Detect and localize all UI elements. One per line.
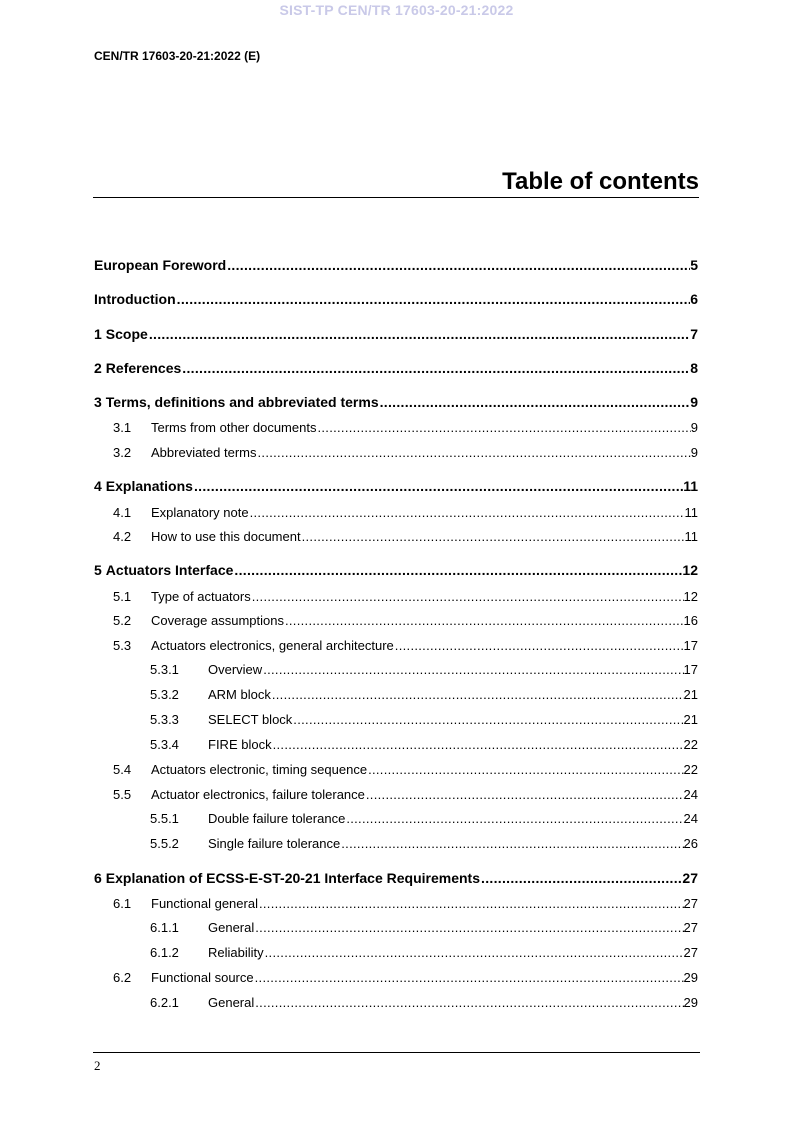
- toc-dot-leader: [317, 420, 690, 435]
- toc-entry-label: European Foreword: [94, 257, 227, 273]
- toc-entry-label: Functional source: [151, 970, 254, 985]
- toc-entry-label: Overview: [208, 662, 263, 677]
- toc-entry[interactable]: [113, 638, 698, 653]
- toc-entry-number: 6: [94, 870, 102, 886]
- toc-dot-leader: [255, 970, 684, 985]
- toc-dot-leader: [366, 787, 684, 802]
- toc-dot-leader: [252, 589, 684, 604]
- toc-entry[interactable]: [150, 737, 698, 752]
- toc-dot-leader: [273, 737, 684, 752]
- toc-entry-page: 11: [684, 505, 698, 520]
- toc-entry[interactable]: [94, 360, 698, 376]
- toc-dot-leader: [149, 326, 690, 342]
- toc-entry-page: 11: [683, 478, 698, 494]
- toc-entry-label: Actuators Interface: [105, 562, 234, 578]
- toc-entry-page: 26: [683, 836, 698, 851]
- toc-entry-number: 5.5.2: [150, 836, 179, 851]
- toc-entry-number: 1: [94, 326, 102, 342]
- toc-entry-number: 3.2: [113, 445, 132, 460]
- toc-dot-leader: [250, 505, 685, 520]
- toc-entry-label: SELECT block: [208, 712, 293, 727]
- toc-entry-number: 4.1: [113, 505, 132, 520]
- toc-entry-number: 4: [94, 478, 102, 494]
- footer-divider: [93, 1052, 700, 1053]
- toc-entry-label: Reliability: [208, 945, 264, 960]
- toc-entry-number: 5.3.1: [150, 662, 179, 677]
- toc-entry-label: Explanations: [105, 478, 193, 494]
- toc-entry-page: 9: [690, 394, 698, 410]
- toc-entry[interactable]: [94, 394, 698, 410]
- toc-dot-leader: [481, 870, 682, 886]
- toc-entry-page: 21: [683, 687, 698, 702]
- toc-dot-leader: [259, 896, 684, 911]
- toc-entry-number: 5.3.4: [150, 737, 179, 752]
- toc-entry[interactable]: [150, 712, 698, 727]
- toc-dot-leader: [255, 920, 683, 935]
- toc-entry-number: 3.1: [113, 420, 132, 435]
- toc-dot-leader: [368, 762, 683, 777]
- toc-entry-number: 5.3.3: [150, 712, 179, 727]
- toc-entry[interactable]: [150, 945, 698, 960]
- toc-entry-number: 5: [94, 562, 102, 578]
- toc-entry[interactable]: [113, 613, 698, 628]
- toc-entry-label: Double failure tolerance: [208, 811, 346, 826]
- toc-entry-page: 11: [684, 529, 698, 544]
- toc-entry-label: How to use this document: [151, 529, 301, 544]
- toc-entry-number: 4.2: [113, 529, 132, 544]
- toc-entry[interactable]: [94, 257, 698, 273]
- toc-dot-leader: [285, 613, 684, 628]
- toc-entry-number: 3: [94, 394, 102, 410]
- toc-entry-page: 22: [683, 762, 698, 777]
- toc-dot-leader: [177, 291, 691, 307]
- toc-dot-leader: [234, 562, 682, 578]
- toc-entry[interactable]: [94, 562, 698, 578]
- toc-entry-label: Functional general: [151, 896, 258, 911]
- toc-entry-page: 27: [682, 870, 698, 886]
- toc-entry[interactable]: [113, 762, 698, 777]
- toc-dot-leader: [194, 478, 683, 494]
- toc-entry-page: 8: [690, 360, 698, 376]
- toc-entry-number: 6.1.2: [150, 945, 179, 960]
- toc-dot-leader: [293, 712, 683, 727]
- toc-entry-number: 6.2: [113, 970, 132, 985]
- toc-entry-label: Explanation of ECSS-E-ST-20-21 Interface Requirements: [105, 870, 481, 886]
- toc-entry-label: References: [105, 360, 182, 376]
- toc-entry-page: 24: [683, 787, 698, 802]
- toc-entry-label: Abbreviated terms: [151, 445, 257, 460]
- toc-entry[interactable]: [94, 326, 698, 342]
- toc-entry[interactable]: [94, 478, 698, 494]
- document-id: CEN/TR 17603-20-21:2022 (E): [94, 49, 261, 63]
- toc-entry-page: 17: [683, 638, 698, 653]
- toc-entry-label: Scope: [105, 326, 148, 342]
- toc-entry-number: 5.5.1: [150, 811, 179, 826]
- toc-entry-label: Type of actuators: [151, 589, 251, 604]
- toc-dot-leader: [346, 811, 683, 826]
- toc-entry-page: 16: [683, 613, 698, 628]
- toc-entry-label: Actuators electronics, general architecture: [151, 638, 394, 653]
- toc-entry-number: 6.1: [113, 896, 132, 911]
- toc-entry-label: Single failure tolerance: [208, 836, 341, 851]
- toc-dot-leader: [227, 257, 690, 273]
- toc-entry-page: 24: [683, 811, 698, 826]
- toc-entry-page: 12: [682, 562, 698, 578]
- toc-entry-number: 5.4: [113, 762, 132, 777]
- toc-entry-label: Terms, definitions and abbreviated terms: [105, 394, 379, 410]
- toc-entry-page: 6: [690, 291, 698, 307]
- toc-entry[interactable]: [150, 995, 698, 1010]
- toc-entry-page: 21: [683, 712, 698, 727]
- toc-entry-label: Introduction: [94, 291, 176, 307]
- toc-entry[interactable]: [150, 662, 698, 677]
- toc-entry-page: 9: [690, 445, 698, 460]
- toc-entry-label: Actuators electronic, timing sequence: [151, 762, 368, 777]
- toc-entry[interactable]: [150, 811, 698, 826]
- toc-dot-leader: [341, 836, 683, 851]
- toc-entry-label: Terms from other documents: [151, 420, 317, 435]
- toc-entry[interactable]: [113, 896, 698, 911]
- toc-dot-leader: [265, 945, 684, 960]
- toc-entry[interactable]: [113, 529, 698, 544]
- toc-entry-number: 5.2: [113, 613, 132, 628]
- page-title: Table of contents: [502, 168, 699, 195]
- toc-entry-number: 5.3.2: [150, 687, 179, 702]
- page-number: 2: [94, 1058, 101, 1073]
- toc-dot-leader: [263, 662, 683, 677]
- toc-entry[interactable]: [113, 505, 698, 520]
- toc-entry[interactable]: [94, 870, 698, 886]
- toc-dot-leader: [255, 995, 683, 1010]
- toc-entry-label: Explanatory note: [151, 505, 249, 520]
- toc-entry[interactable]: [94, 291, 698, 307]
- toc-entry-page: 12: [683, 589, 698, 604]
- toc-entry-number: 6.1.1: [150, 920, 179, 935]
- toc-entry-page: 17: [683, 662, 698, 677]
- toc-entry-number: 5.3: [113, 638, 132, 653]
- watermark: SIST-TP CEN/TR 17603-20-21:2022: [279, 2, 514, 18]
- toc-entry[interactable]: [150, 920, 698, 935]
- toc-entry-label: Coverage assumptions: [151, 613, 284, 628]
- toc-entry-label: FIRE block: [208, 737, 272, 752]
- toc-entry[interactable]: [150, 687, 698, 702]
- toc-entry[interactable]: [113, 787, 698, 802]
- toc-entry[interactable]: [113, 970, 698, 985]
- toc-entry-page: 27: [683, 945, 698, 960]
- toc-entry-label: General: [208, 995, 255, 1010]
- toc-entry-page: 22: [683, 737, 698, 752]
- toc-dot-leader: [302, 529, 685, 544]
- toc-entry-label: Actuator electronics, failure tolerance: [151, 787, 365, 802]
- toc-entry[interactable]: [113, 589, 698, 604]
- toc-entry-number: 5.5: [113, 787, 132, 802]
- toc-dot-leader: [395, 638, 684, 653]
- toc-dot-leader: [182, 360, 690, 376]
- toc-dot-leader: [272, 687, 684, 702]
- toc-entry-page: 29: [683, 995, 698, 1010]
- toc-entry-page: 29: [683, 970, 698, 985]
- toc-entry[interactable]: [113, 445, 698, 460]
- toc-entry-page: 9: [690, 420, 698, 435]
- toc-entry-page: 27: [683, 896, 698, 911]
- toc-entry-label: ARM block: [208, 687, 271, 702]
- toc-entry-number: 6.2.1: [150, 995, 179, 1010]
- toc-entry-label: General: [208, 920, 255, 935]
- toc-dot-leader: [380, 394, 691, 410]
- toc-dot-leader: [258, 445, 691, 460]
- toc-entry-number: 2: [94, 360, 102, 376]
- toc-entry[interactable]: [113, 420, 698, 435]
- toc-entry[interactable]: [150, 836, 698, 851]
- toc-entry-page: 5: [690, 257, 698, 273]
- toc-entry-number: 5.1: [113, 589, 132, 604]
- toc-entry-page: 27: [683, 920, 698, 935]
- toc-entry-page: 7: [690, 326, 698, 342]
